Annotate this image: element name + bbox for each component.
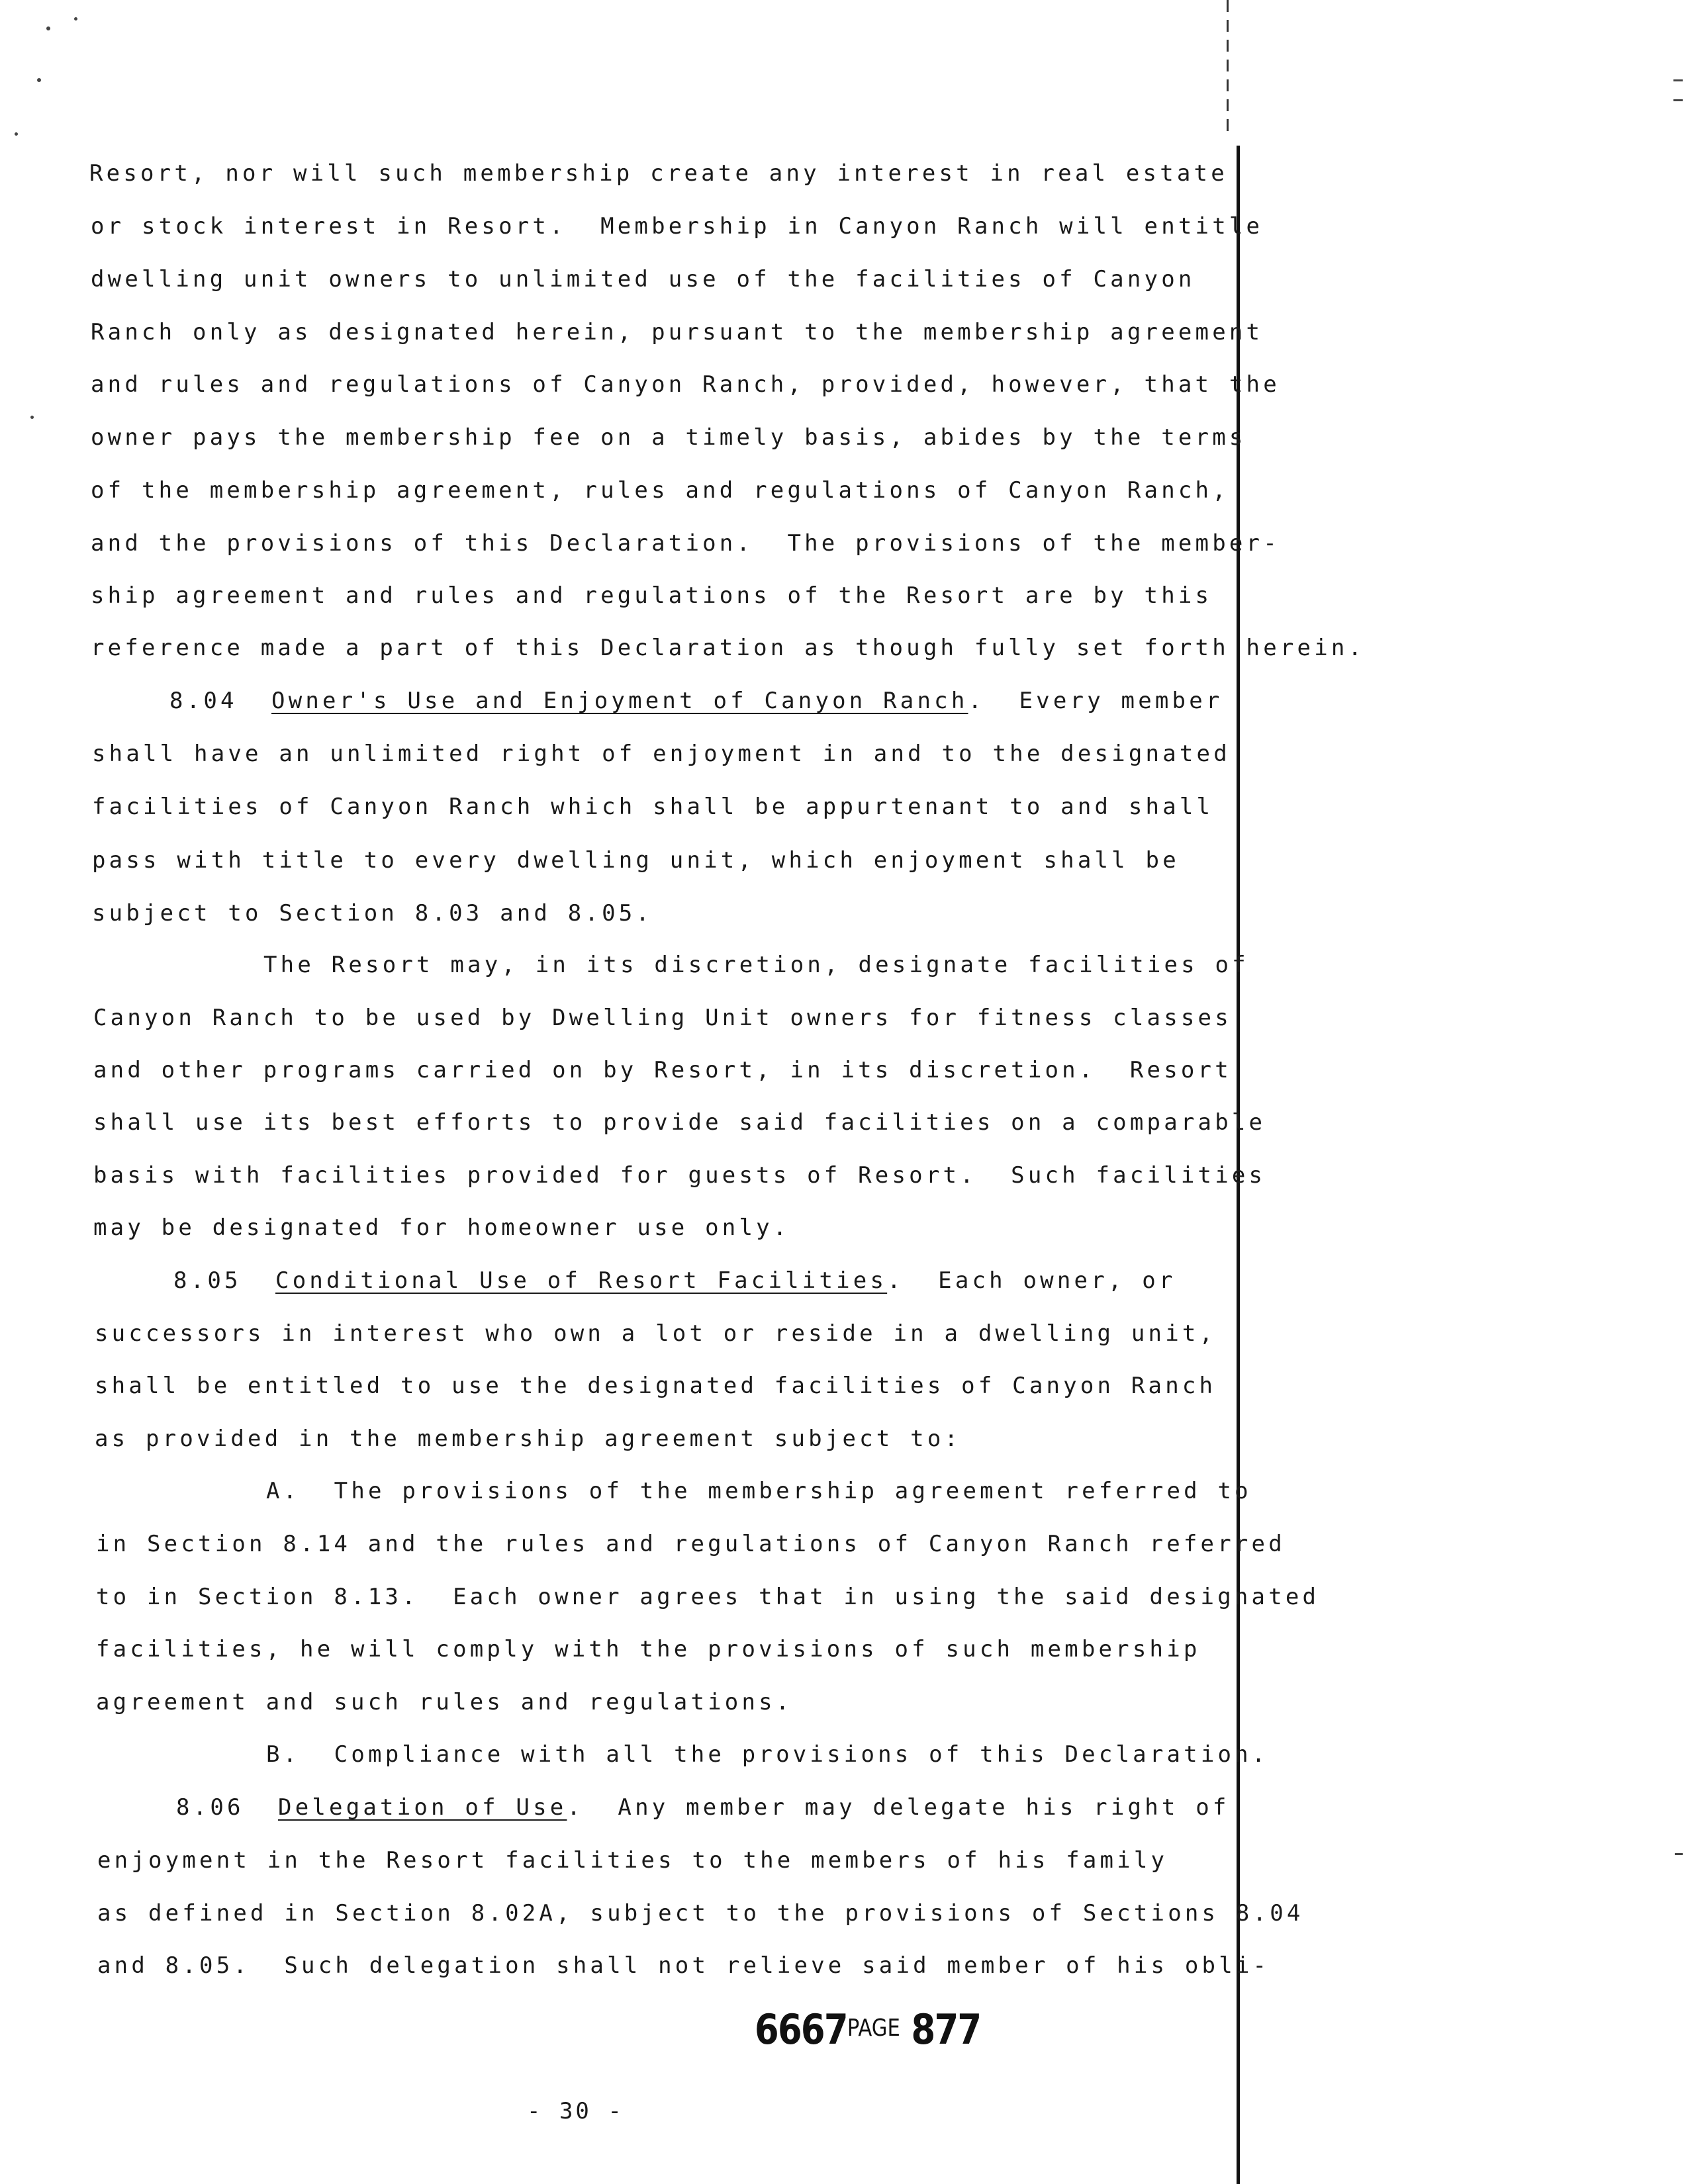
scan-speck — [15, 132, 18, 136]
body-line: facilities of Canyon Ranch which shall be appurtenant to and shall — [92, 794, 1214, 820]
body-line: basis with facilities provided for guests of Resort. Such facilities — [93, 1162, 1266, 1189]
body-line: agreement and such rules and regulations. — [96, 1689, 793, 1715]
list-item-a: A. The provisions of the membership agreement referred to — [266, 1478, 1252, 1504]
section-number: 8.04 — [169, 688, 238, 714]
body-line: of the membership agreement, rules and regulations of Canyon Ranch, — [91, 477, 1229, 504]
body-line: or stock interest in Resort. Membership in Canyon Ranch will entitle — [91, 213, 1264, 240]
section-heading-8-05 — [173, 1267, 1176, 1294]
body-line: may be designated for homeowner use only. — [93, 1214, 790, 1241]
section-heading-8-04 — [169, 688, 1223, 714]
scan-speck — [46, 26, 50, 30]
stamp-page-number: 877 — [911, 2005, 981, 2054]
body-line: shall have an unlimited right of enjoyment in and to the designated — [92, 741, 1231, 767]
body-line: shall use its best efforts to provide said facilities on a comparable — [93, 1109, 1266, 1136]
stamp-page-label: PAGE — [847, 2015, 900, 2042]
body-line: successors in interest who own a lot or reside in a dwelling unit, — [95, 1320, 1217, 1347]
scan-speck — [1675, 1853, 1683, 1855]
body-line: reference made a part of this Declaration as though fully set forth herein. — [91, 635, 1366, 661]
section-title: Owner's Use and Enjoyment of Canyon Ranch — [271, 688, 968, 714]
body-line: as provided in the membership agreement subject to: — [95, 1426, 962, 1452]
body-line: The Resort may, in its discretion, designate facilities of — [263, 952, 1249, 978]
recording-stamp — [755, 2005, 980, 2054]
body-line: facilities, he will comply with the provisions of such membership — [96, 1636, 1201, 1662]
scan-speck — [74, 17, 77, 21]
scan-speck — [1673, 99, 1683, 101]
section-heading-tail: . Every member — [968, 688, 1223, 714]
body-line: shall be entitled to use the designated facilities of Canyon Ranch — [95, 1373, 1217, 1399]
body-line: subject to Section 8.03 and 8.05. — [92, 900, 653, 927]
section-number: 8.06 — [176, 1794, 244, 1821]
body-line: and rules and regulations of Canyon Ranch, provided, however, that the — [91, 371, 1280, 398]
body-line: Canyon Ranch to be used by Dwelling Unit owners for fitness classes — [93, 1005, 1232, 1031]
body-line: pass with title to every dwelling unit, which enjoyment shall be — [92, 847, 1180, 874]
body-line: Resort, nor will such membership create any interest in real estate — [89, 160, 1228, 187]
body-line: dwelling unit owners to unlimited use of the facilities of Canyon — [91, 266, 1196, 293]
body-line: and 8.05. Such delegation shall not relieve said member of his obli- — [97, 1952, 1270, 1979]
body-line: and the provisions of this Declaration. The provisions of the member- — [91, 530, 1280, 557]
section-title: Delegation of Use — [278, 1794, 567, 1821]
section-number: 8.05 — [173, 1267, 242, 1294]
scan-speck — [1673, 79, 1683, 81]
body-line: to in Section 8.13. Each owner agrees that in using the said designated — [96, 1584, 1320, 1610]
section-heading-8-06 — [176, 1794, 1230, 1821]
section-heading-tail: . Each owner, or — [887, 1267, 1176, 1294]
body-line: and other programs carried on by Resort, in its discretion. Resort — [93, 1057, 1232, 1083]
scan-speck — [30, 416, 34, 419]
page-number: - 30 - — [527, 2098, 624, 2124]
section-title: Conditional Use of Resort Facilities — [275, 1267, 888, 1294]
scan-speck — [37, 78, 41, 82]
body-line: as defined in Section 8.02A, subject to the provisions of Sections 8.04 — [97, 1900, 1304, 1927]
body-line: owner pays the membership fee on a timely basis, abides by the terms — [91, 424, 1246, 451]
section-heading-tail: . Any member may delegate his right of — [567, 1794, 1230, 1821]
list-item-b: B. Compliance with all the provisions of this Declaration. — [266, 1741, 1269, 1768]
body-line: enjoyment in the Resort facilities to the members of his family — [97, 1847, 1168, 1874]
body-line: in Section 8.14 and the rules and regulations of Canyon Ranch referred — [96, 1531, 1286, 1557]
body-line: Ranch only as designated herein, pursuant to the membership agreement — [91, 319, 1264, 345]
margin-rule-top — [1227, 0, 1229, 132]
body-line: ship agreement and rules and regulations of the Resort are by this — [91, 582, 1213, 609]
stamp-book-number: 6667 — [755, 2005, 847, 2054]
